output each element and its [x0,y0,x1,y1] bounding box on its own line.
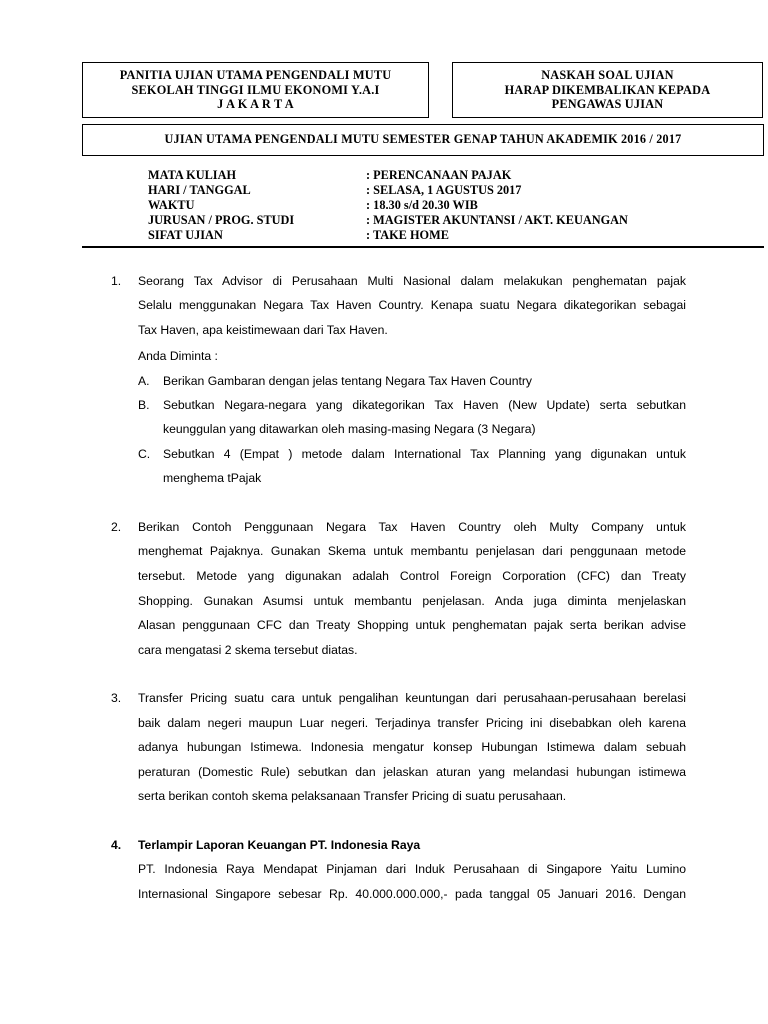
question-text-line: baik dalam negeri maupun Luar negeri. Terjadinya transfer Pricing ini disebabkan oleh karena [138,716,686,730]
question-text-line: Tax Haven, apa keistimewaan dari Tax Haven. [138,323,388,337]
info-label: HARI / TANGGAL [148,183,251,197]
info-row [148,183,628,198]
question-number: 4. [111,838,122,852]
sub-item-text: Sebutkan 4 (Empat ) metode dalam International Tax Planning yang digunakan untuk [163,447,686,461]
question-text-line: peraturan (Domestic Rule) sebutkan dan jelaskan aturan yang melandasi hubungan istimewa [138,765,686,779]
info-value: : 18.30 s/d 20.30 WIB [366,198,478,212]
exam-title: UJIAN UTAMA PENGENDALI MUTU SEMESTER GENAP TAHUN AKADEMIK 2016 / 2017 [164,132,682,146]
institution-line: PANITIA UJIAN UTAMA PENGENDALI MUTU [119,68,392,82]
question-text-line: Shopping. Gunakan Asumsi untuk membantu penjelasan. Anda juga diminta menjelaskan [138,594,686,608]
notice-line: PENGAWAS UJIAN [551,97,664,111]
info-label: JURUSAN / PROG. STUDI [148,213,295,227]
exam-info [148,168,628,243]
info-label: SIFAT UJIAN [148,228,223,242]
exam-notice-box [452,62,763,118]
question-text-line: Selalu menggunakan Negara Tax Haven Country. Kenapa suatu Negara dikategorikan sebagai [138,298,686,312]
question-text-line: serta berikan contoh skema pelaksanaan Transfer Pricing di suatu perusahaan. [138,789,567,803]
question-text-line: PT. Indonesia Raya Mendapat Pinjaman dari Induk Perusahaan di Singapore Yaitu Lumino [138,862,686,876]
info-row [148,228,628,243]
question-text-line: Internasional Singapore sebesar Rp. 40.000.000.000,- pada tanggal 05 Januari 2016. Dengan [138,887,686,901]
sub-item-letter: B. [138,398,150,412]
institution-box [82,62,429,118]
question-text-line: Berikan Contoh Penggunaan Negara Tax Haven Country oleh Multy Company untuk [138,520,686,534]
question-text-line: adanya hubungan Istimewa. Indonesia mengatur konsep Hubungan Istimewa dalam sebuah [138,740,686,754]
sub-item-text: Sebutkan Negara-negara yang dikategorikan Tax Haven (New Update) serta sebutkan [163,398,686,412]
question-text-line: Seorang Tax Advisor di Perusahaan Multi Nasional dalam melakukan penghematan pajak [138,274,686,288]
info-value: : TAKE HOME [366,228,449,242]
question-number: 3. [111,691,122,705]
info-row [148,198,628,213]
institution-line: J A K A R T A [217,97,294,111]
institution-line: SEKOLAH TINGGI ILMU EKONOMI Y.A.I [131,82,380,97]
notice-line: NASKAH SOAL UJIAN [541,68,674,82]
info-label: WAKTU [148,198,195,212]
question-text-line: Alasan penggunaan CFC dan Treaty Shopping untuk penghematan pajak serta berikan advise [138,618,686,632]
sub-item-text: Berikan Gambaran dengan jelas tentang Negara Tax Haven Country [163,374,533,388]
info-value: : MAGISTER AKUNTANSI / AKT. KEUANGAN [366,213,628,227]
notice-line: HARAP DIKEMBALIKAN KEPADA [504,82,711,97]
instruction-label: Anda Diminta : [138,349,218,363]
question-text-line: Transfer Pricing suatu cara untuk pengalihan keuntungan dari perusahaan-perusahaan berelasi [138,691,686,705]
question-text-line: menghemat Pajaknya. Gunakan Skema untuk membantu penjelasan dari penggunaan metode [138,544,686,558]
sub-item-text: menghema tPajak [163,471,262,485]
sub-item-letter: C. [138,447,151,461]
info-row [148,213,628,228]
question-number: 2. [111,520,122,534]
sub-item-letter: A. [138,374,150,388]
question-text-line: cara mengatasi 2 skema tersebut diatas. [138,643,358,657]
question-number: 1. [111,274,122,288]
sub-item-text: keunggulan yang ditawarkan oleh masing-masing Negara (3 Negara) [163,422,536,436]
info-value: : PERENCANAAN PAJAK [366,168,512,182]
question-text-line: tersebut. Metode yang digunakan adalah Control Foreign Corporation (CFC) dan Treaty [138,569,686,583]
question-heading: Terlampir Laporan Keuangan PT. Indonesia Raya [138,838,421,852]
info-row [148,168,628,183]
info-value: : SELASA, 1 AGUSTUS 2017 [366,183,522,197]
exam-title-box [82,124,764,156]
info-label: MATA KULIAH [148,168,237,182]
header-divider [82,246,764,248]
